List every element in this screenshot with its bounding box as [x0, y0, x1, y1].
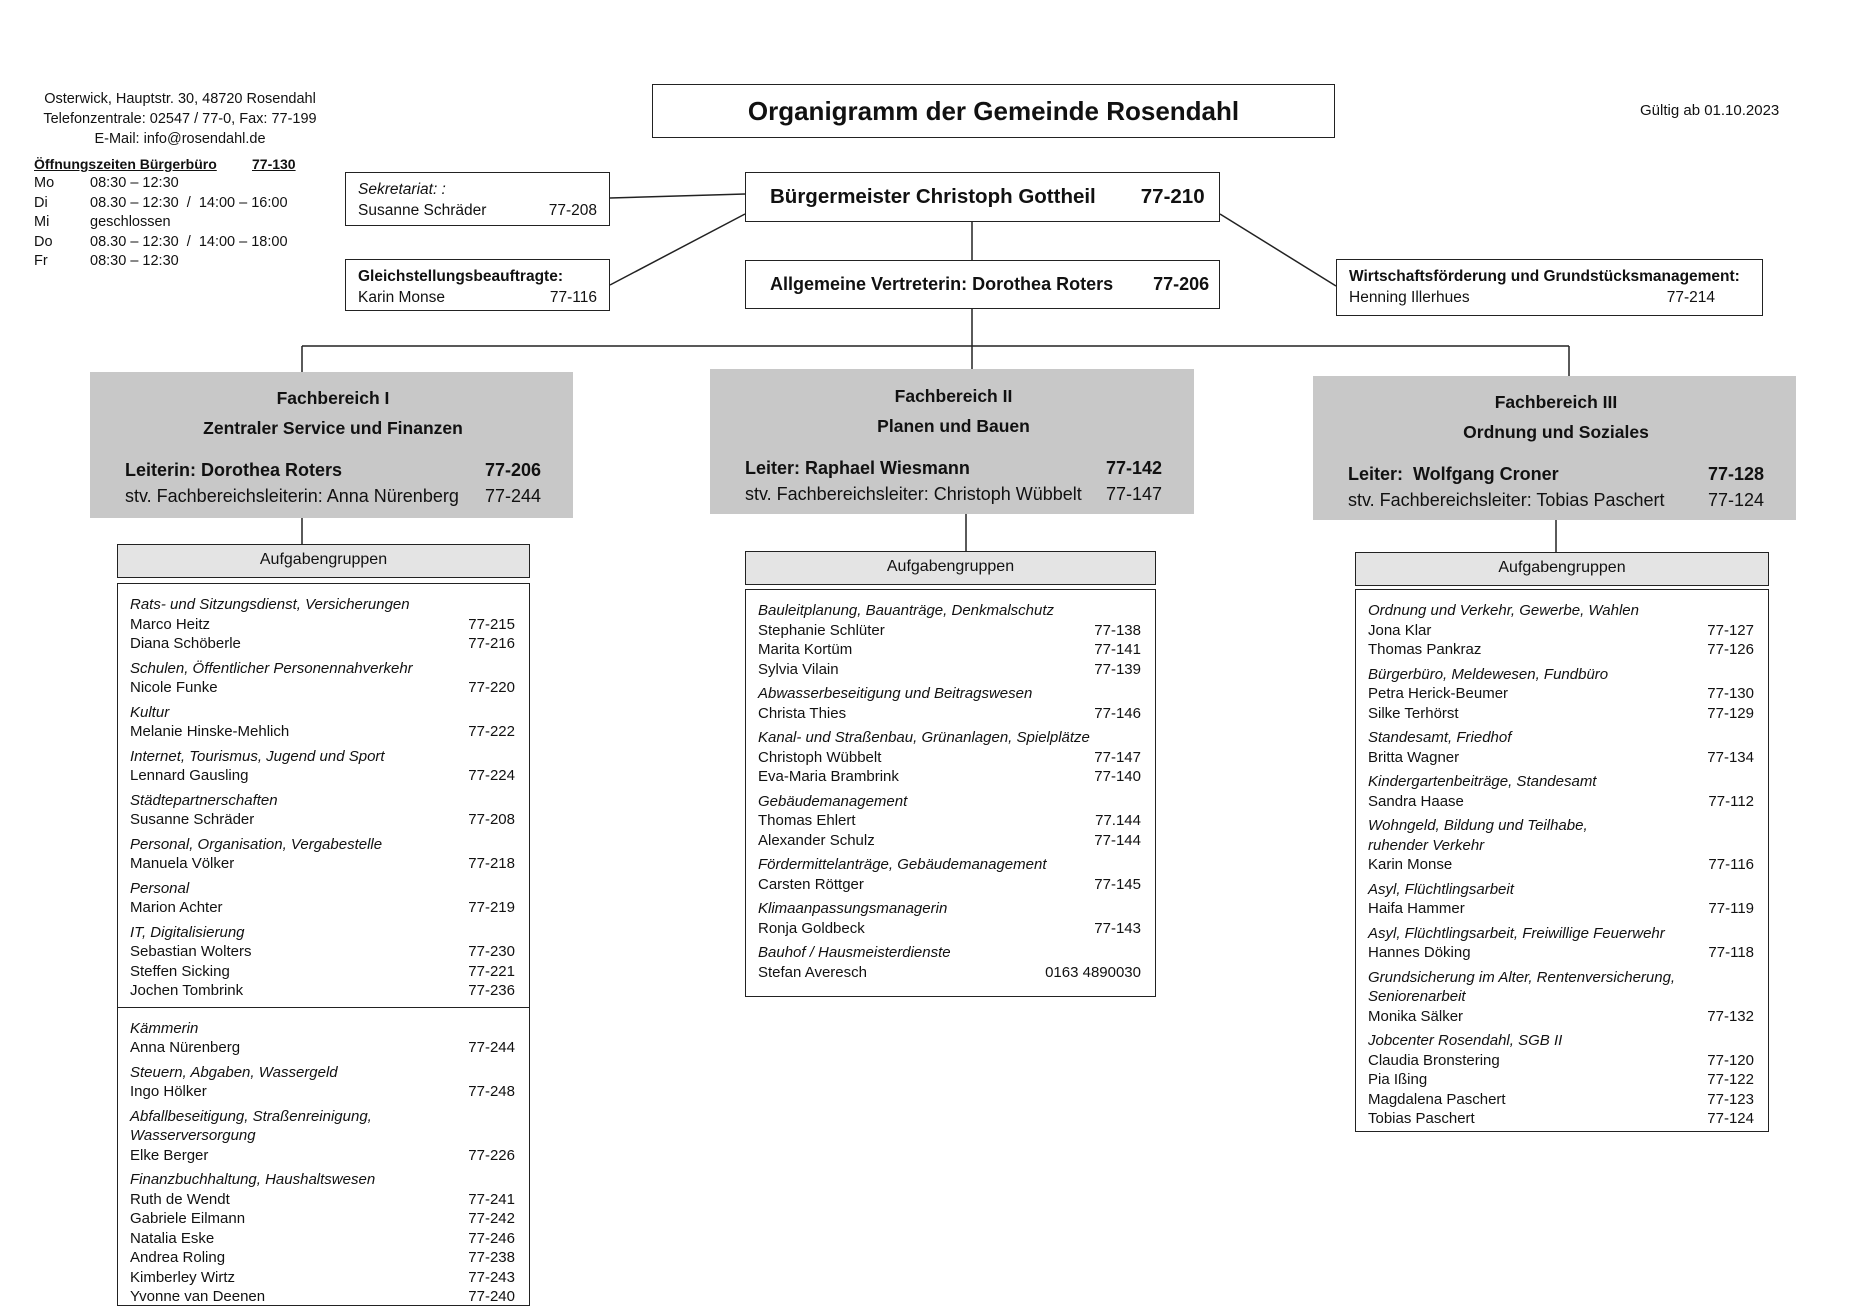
opening-hours-heading	[34, 156, 324, 172]
task-group	[1368, 771, 1754, 811]
hours-time: 08.30 – 12:30 / 14:00 – 16:00	[90, 194, 288, 211]
task-group	[758, 727, 1141, 787]
department-subtitle: Zentraler Service und Finanzen	[203, 418, 463, 438]
staff-row	[1368, 1090, 1754, 1110]
staff-row	[130, 810, 515, 830]
task-group-heading: Wasserversorgung	[130, 1127, 256, 1144]
staff-name: Thomas Pankraz	[1368, 641, 1482, 658]
task-group-heading: Wohngeld, Bildung und Teilhabe,	[1368, 817, 1588, 834]
staff-name: Gabriele Eilmann	[130, 1210, 246, 1227]
task-group-heading: Personal, Organisation, Vergabestelle	[130, 835, 383, 853]
staff-phone: 77-241	[468, 1190, 515, 1208]
staff-name: Lennard Gausling	[130, 767, 249, 784]
staff-name: Sebastian Wolters	[130, 943, 252, 960]
staff-row	[1368, 1051, 1754, 1071]
staff-phone: 77-122	[1707, 1071, 1754, 1088]
task-groups-list-1	[117, 583, 530, 1306]
economy-box	[1336, 259, 1763, 316]
department-3-box	[1313, 376, 1796, 520]
staff-phone: 77-224	[468, 767, 515, 784]
staff-row	[130, 766, 515, 786]
staff-phone: 77-134	[1707, 748, 1754, 766]
staff-row	[130, 1229, 515, 1249]
staff-row	[758, 811, 1141, 831]
staff-phone: 77-120	[1707, 1051, 1754, 1069]
department-deputy: stv. Fachbereichsleiter: Tobias Paschert	[1348, 490, 1665, 510]
staff-row	[1368, 899, 1754, 919]
mayor-label: Bürgermeister Christoph Gottheil	[770, 185, 1096, 208]
equality-officer-box	[345, 259, 610, 311]
department-deputy-phone: 77-124	[1707, 490, 1764, 510]
task-group-heading: IT, Digitalisierung	[130, 923, 245, 941]
task-group	[1368, 923, 1754, 963]
staff-row	[130, 981, 515, 1001]
staff-row	[758, 640, 1141, 660]
staff-phone: 77-139	[1094, 660, 1141, 678]
staff-name: Claudia Bronstering	[1368, 1051, 1500, 1069]
task-group	[758, 683, 1141, 723]
list-divider	[118, 1007, 529, 1008]
task-group	[758, 791, 1141, 851]
task-group	[758, 898, 1141, 938]
task-group-heading: Kindergartenbeiträge, Standesamt	[1368, 773, 1597, 790]
task-group-heading: Schulen, Öffentlicher Personennahverkehr	[130, 659, 413, 677]
staff-row	[1368, 704, 1754, 724]
staff-name: Monika Sälker	[1368, 1007, 1464, 1025]
task-groups-header-3: Aufgabengruppen	[1355, 552, 1769, 586]
task-group	[130, 658, 515, 698]
department-deputy-phone: 77-244	[484, 486, 541, 506]
hours-row	[34, 213, 324, 233]
staff-name: Ronja Goldbeck	[758, 919, 865, 937]
deputy-phone: 77-206	[1153, 274, 1210, 294]
task-group-heading: Fördermittelanträge, Gebäudemanagement	[758, 856, 1047, 873]
staff-phone: 77-127	[1707, 621, 1754, 639]
staff-row	[1368, 943, 1754, 963]
task-groups-header-2: Aufgabengruppen	[745, 551, 1156, 585]
staff-phone: 77-215	[468, 615, 515, 633]
hours-day: Fr	[34, 253, 48, 269]
staff-row	[1368, 640, 1754, 660]
staff-name: Ingo Hölker	[130, 1083, 207, 1100]
hours-day: Di	[34, 194, 48, 211]
hours-time: 08:30 – 12:30	[90, 253, 179, 269]
staff-name: Marita Kortüm	[758, 641, 853, 658]
staff-name: Christa Thies	[758, 704, 847, 722]
staff-phone: 77-129	[1707, 704, 1754, 722]
staff-row	[130, 1082, 515, 1102]
staff-phone: 77-238	[468, 1249, 515, 1266]
opening-hours-phone: 77-130	[252, 156, 296, 172]
staff-phone: 77-246	[468, 1229, 515, 1247]
staff-row	[130, 1209, 515, 1229]
staff-name: Nicole Funke	[130, 679, 218, 696]
secretariat-name: Susanne Schräder	[358, 202, 487, 219]
staff-name: Kimberley Wirtz	[130, 1268, 236, 1286]
task-group	[758, 600, 1141, 679]
economy-name: Henning Illerhues	[1349, 289, 1470, 306]
task-group	[1368, 664, 1754, 724]
department-title: Fachbereich I	[276, 388, 390, 408]
staff-row	[1368, 748, 1754, 768]
task-group-heading: ruhender Verkehr	[1368, 836, 1485, 854]
staff-phone: 77-112	[1708, 792, 1754, 810]
staff-name: Anna Nürenberg	[130, 1039, 241, 1056]
staff-row	[130, 634, 515, 654]
department-lead-phone: 77-142	[1105, 458, 1162, 478]
staff-row	[130, 678, 515, 698]
staff-row	[758, 767, 1141, 787]
task-group	[1368, 967, 1754, 1027]
staff-phone: 77-143	[1094, 919, 1141, 937]
task-group-heading: Asyl, Flüchtlingsarbeit	[1368, 880, 1514, 898]
staff-phone: 77-144	[1094, 831, 1141, 849]
staff-row	[130, 722, 515, 742]
email-line: E-Mail: info@rosendahl.de	[94, 131, 266, 147]
department-lead: Leiterin: Dorothea Roters	[125, 460, 343, 480]
task-group-heading: Asyl, Flüchtlingsarbeit, Freiwillige Feuerwehr	[1368, 924, 1665, 942]
staff-name: Eva-Maria Brambrink	[758, 768, 899, 785]
task-group-heading: Seniorenarbeit	[1368, 988, 1466, 1005]
staff-phone: 77-141	[1094, 641, 1141, 658]
task-group	[1368, 815, 1754, 875]
staff-name: Manuela Völker	[130, 855, 235, 872]
staff-phone: 77-138	[1094, 621, 1141, 639]
staff-name: Pia Ißing	[1368, 1071, 1428, 1088]
task-group	[758, 854, 1141, 894]
department-lead-phone: 77-206	[484, 460, 541, 480]
task-group	[130, 878, 515, 918]
department-lead-phone: 77-128	[1707, 464, 1764, 484]
staff-phone: 77-119	[1708, 900, 1754, 917]
mayor-box	[745, 172, 1220, 222]
hours-day: Mi	[34, 214, 50, 230]
staff-phone: 77-147	[1094, 748, 1141, 766]
economy-phone: 77-214	[1666, 289, 1715, 306]
phone-line: Telefonzentrale: 02547 / 77-0, Fax: 77-199	[43, 111, 317, 127]
hours-time: 08:30 – 12:30	[90, 175, 179, 191]
task-group-heading: Internet, Tourismus, Jugend und Sport	[130, 747, 385, 765]
task-group	[130, 594, 515, 654]
task-group-heading: Grundsicherung im Alter, Rentenversicherung,	[1368, 968, 1676, 986]
address-block	[25, 89, 335, 149]
staff-row	[130, 1268, 515, 1288]
staff-row	[130, 1190, 515, 1210]
secretariat-label: Sekretariat: :	[358, 181, 446, 198]
line-mayor-economy	[1220, 214, 1336, 286]
mayor-phone: 77-210	[1140, 185, 1205, 208]
hours-time: geschlossen	[90, 214, 171, 230]
staff-phone: 77-226	[468, 1146, 515, 1164]
task-group-heading: Gebäudemanagement	[758, 792, 908, 810]
staff-phone: 77.144	[1095, 812, 1141, 829]
task-group	[130, 746, 515, 786]
staff-row	[758, 831, 1141, 851]
staff-row	[758, 660, 1141, 680]
department-deputy: stv. Fachbereichsleiter: Christoph Wübbelt	[745, 484, 1082, 504]
staff-row	[758, 875, 1141, 895]
staff-row	[130, 1038, 515, 1058]
staff-row	[130, 898, 515, 918]
task-group-heading: Abfallbeseitigung, Straßenreinigung,	[130, 1107, 372, 1125]
staff-phone: 77-116	[1708, 856, 1754, 873]
task-group-heading: Kämmerin	[130, 1019, 199, 1037]
page-title: Organigramm der Gemeinde Rosendahl	[652, 84, 1335, 138]
task-group-heading: Personal	[130, 879, 190, 897]
task-group	[758, 942, 1141, 982]
staff-row	[758, 963, 1141, 983]
staff-phone: 77-221	[468, 962, 515, 980]
staff-name: Susanne Schräder	[130, 811, 255, 828]
task-group	[130, 790, 515, 830]
staff-name: Sylvia Vilain	[758, 660, 839, 678]
staff-phone: 77-118	[1708, 944, 1754, 961]
opening-hours	[34, 156, 324, 272]
staff-name: Petra Herick-Beumer	[1368, 685, 1509, 702]
staff-phone: 77-126	[1707, 641, 1754, 658]
task-group	[1368, 879, 1754, 919]
hours-time: 08.30 – 12:30 / 14:00 – 18:00	[90, 233, 288, 250]
staff-name: Thomas Ehlert	[758, 812, 856, 829]
staff-name: Elke Berger	[130, 1146, 209, 1164]
staff-name: Britta Wagner	[1368, 748, 1460, 766]
staff-row	[130, 615, 515, 635]
economy-label: Wirtschaftsförderung und Grundstücksmanagement:	[1349, 268, 1740, 285]
staff-phone: 77-222	[468, 723, 515, 740]
deputy-box	[745, 260, 1220, 309]
department-deputy: stv. Fachbereichsleiterin: Anna Nürenberg	[125, 486, 459, 506]
address-line: Osterwick, Hauptstr. 30, 48720 Rosendahl	[44, 91, 316, 107]
staff-phone: 77-145	[1094, 875, 1141, 893]
task-group	[130, 1062, 515, 1102]
task-group	[1368, 727, 1754, 767]
staff-row	[758, 919, 1141, 939]
valid-from: Gültig ab 01.10.2023	[1640, 102, 1780, 119]
department-lead: Leiter: Raphael Wiesmann	[745, 458, 970, 478]
staff-phone: 77-208	[468, 811, 515, 828]
task-group-heading: Rats- und Sitzungsdienst, Versicherungen	[130, 596, 410, 613]
staff-phone: 77-248	[468, 1083, 515, 1100]
staff-row	[130, 1146, 515, 1166]
task-groups-list-3	[1355, 589, 1769, 1132]
staff-name: Marco Heitz	[130, 615, 211, 633]
task-group-heading: Standesamt, Friedhof	[1368, 729, 1512, 746]
staff-phone: 77-216	[468, 635, 515, 652]
staff-name: Alexander Schulz	[758, 831, 875, 849]
staff-name: Jona Klar	[1368, 621, 1432, 639]
task-group	[130, 922, 515, 1001]
task-group	[1368, 1030, 1754, 1129]
department-2-box	[710, 369, 1194, 514]
task-group	[130, 1169, 515, 1307]
staff-name: Stefan Averesch	[758, 963, 867, 981]
staff-name: Jochen Tombrink	[130, 982, 244, 999]
task-group-heading: Kultur	[130, 703, 170, 721]
department-subtitle: Ordnung und Soziales	[1463, 422, 1649, 442]
task-groups-header-1: Aufgabengruppen	[117, 544, 530, 578]
line-mayor-secretariat	[610, 194, 745, 198]
staff-name: Tobias Paschert	[1368, 1110, 1475, 1127]
staff-phone: 77-242	[468, 1210, 515, 1227]
department-lead: Leiter: Wolfgang Croner	[1348, 464, 1559, 484]
hours-day: Do	[34, 233, 53, 250]
task-group	[130, 1106, 515, 1166]
staff-phone: 77-230	[468, 943, 515, 960]
department-1-box	[90, 372, 573, 518]
staff-phone: 77-130	[1707, 685, 1754, 702]
staff-row	[1368, 1070, 1754, 1090]
task-group-heading: Abwasserbeseitigung und Beitragswesen	[758, 685, 1033, 702]
task-group-heading: Kanal- und Straßenbau, Grünanlagen, Spielplätze	[758, 729, 1090, 746]
staff-name: Carsten Röttger	[758, 875, 864, 893]
department-subtitle: Planen und Bauen	[877, 416, 1030, 436]
task-group	[130, 1018, 515, 1058]
staff-phone: 77-240	[468, 1288, 515, 1305]
staff-row	[758, 621, 1141, 641]
staff-name: Andrea Roling	[130, 1249, 226, 1266]
staff-name: Yvonne van Deenen	[130, 1288, 266, 1305]
staff-row	[130, 1248, 515, 1268]
task-group-heading: Bauleitplanung, Bauanträge, Denkmalschutz	[758, 602, 1055, 619]
line-mayor-equality	[610, 214, 745, 285]
equality-label: Gleichstellungsbeauftragte:	[358, 268, 563, 285]
staff-phone: 77-244	[468, 1039, 515, 1056]
opening-hours-title: Öffnungszeiten Bürgerbüro	[34, 156, 217, 172]
staff-name: Steffen Sicking	[130, 962, 230, 980]
staff-phone: 77-123	[1707, 1090, 1754, 1108]
staff-row	[1368, 792, 1754, 812]
staff-name: Christoph Wübbelt	[758, 748, 882, 766]
staff-phone: 77-219	[468, 899, 515, 916]
staff-phone: 0163 4890030	[1045, 963, 1141, 981]
staff-phone: 77-236	[468, 982, 515, 999]
staff-name: Diana Schöberle	[130, 635, 241, 652]
equality-name: Karin Monse	[358, 289, 446, 306]
staff-name: Silke Terhörst	[1368, 704, 1459, 722]
hours-day: Mo	[34, 175, 55, 191]
staff-row	[758, 704, 1141, 724]
department-title: Fachbereich II	[894, 386, 1013, 406]
hours-row	[34, 194, 324, 214]
task-group-heading: Bauhof / Hausmeisterdienste	[758, 944, 951, 961]
department-deputy-phone: 77-147	[1105, 484, 1162, 504]
staff-row	[1368, 1007, 1754, 1027]
staff-phone: 77-124	[1707, 1110, 1754, 1127]
task-group-heading: Ordnung und Verkehr, Gewerbe, Wahlen	[1368, 602, 1639, 619]
staff-row	[130, 942, 515, 962]
task-group-heading: Klimaanpassungsmanagerin	[758, 900, 948, 917]
staff-name: Haifa Hammer	[1368, 900, 1465, 917]
task-group-heading: Bürgerbüro, Meldewesen, Fundbüro	[1368, 665, 1609, 683]
staff-row	[130, 854, 515, 874]
staff-name: Stephanie Schlüter	[758, 621, 885, 639]
hours-row	[34, 252, 324, 272]
staff-name: Hannes Döking	[1368, 944, 1471, 961]
hours-row	[34, 174, 324, 194]
staff-row	[1368, 1109, 1754, 1129]
secretariat-phone: 77-208	[548, 202, 597, 219]
task-group	[1368, 600, 1754, 660]
task-group-heading: Jobcenter Rosendahl, SGB II	[1368, 1032, 1563, 1049]
task-group-heading: Städtepartnerschaften	[130, 791, 278, 809]
task-groups-list-2	[745, 589, 1156, 997]
staff-phone: 77-140	[1094, 768, 1141, 785]
hours-row	[34, 233, 324, 253]
staff-phone: 77-146	[1094, 704, 1141, 722]
staff-name: Magdalena Paschert	[1368, 1090, 1506, 1108]
staff-name: Karin Monse	[1368, 856, 1453, 873]
staff-name: Ruth de Wendt	[130, 1190, 230, 1208]
equality-phone: 77-116	[549, 289, 597, 306]
staff-row	[1368, 621, 1754, 641]
task-group-heading: Finanzbuchhaltung, Haushaltswesen	[130, 1171, 376, 1188]
staff-phone: 77-132	[1707, 1007, 1754, 1025]
secretariat-box	[345, 172, 610, 226]
department-title: Fachbereich III	[1494, 392, 1618, 412]
staff-row	[130, 962, 515, 982]
staff-name: Natalia Eske	[130, 1229, 215, 1247]
staff-phone: 77-243	[468, 1268, 515, 1286]
task-group	[130, 702, 515, 742]
task-group	[130, 834, 515, 874]
staff-row	[1368, 684, 1754, 704]
staff-row	[758, 748, 1141, 768]
staff-name: Melanie Hinske-Mehlich	[130, 723, 290, 740]
staff-row	[130, 1287, 515, 1307]
staff-phone: 77-218	[468, 855, 515, 872]
task-group-heading: Steuern, Abgaben, Wassergeld	[130, 1063, 338, 1081]
staff-name: Sandra Haase	[1368, 792, 1464, 810]
deputy-label: Allgemeine Vertreterin: Dorothea Roters	[770, 274, 1114, 294]
staff-row	[1368, 855, 1754, 875]
staff-phone: 77-220	[468, 679, 515, 696]
staff-name: Marion Achter	[130, 899, 223, 916]
